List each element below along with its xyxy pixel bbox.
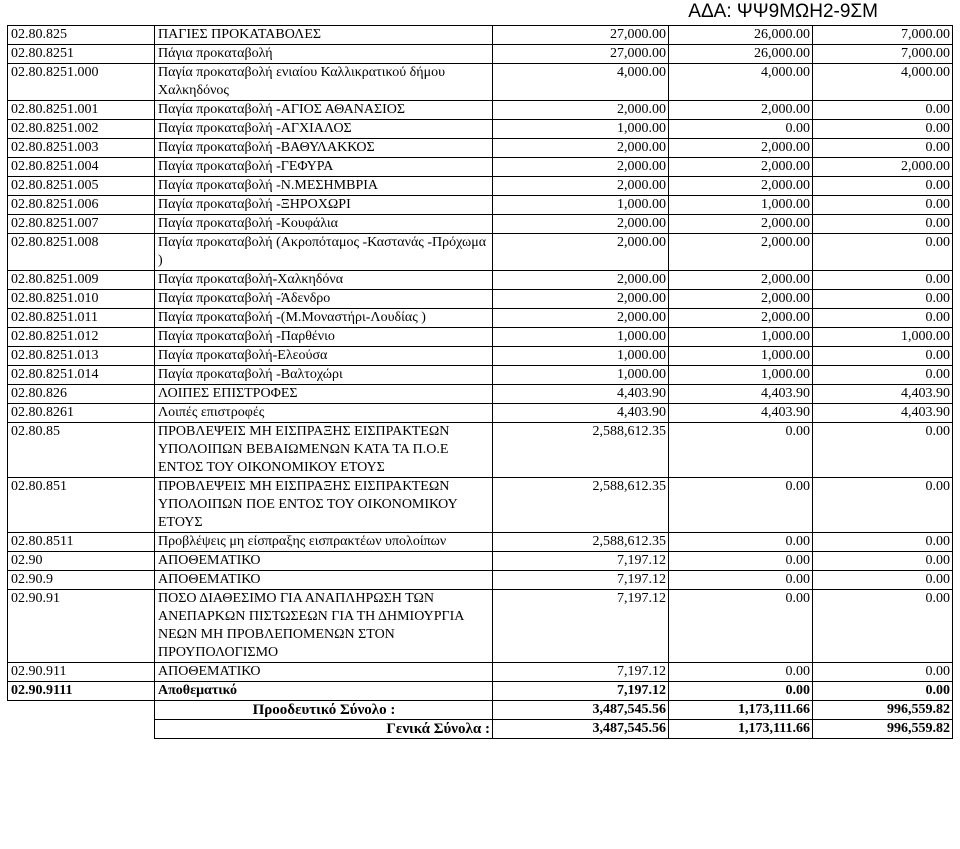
account-code-cell: 02.80.8251 bbox=[8, 45, 155, 64]
amount-col1-cell: 2,000.00 bbox=[493, 271, 669, 290]
table-row bbox=[8, 571, 953, 590]
amount-col3-cell: 0.00 bbox=[813, 571, 953, 590]
amount-col1-cell: 7,197.12 bbox=[493, 663, 669, 682]
amount-col3-cell: 0.00 bbox=[813, 309, 953, 328]
amount-col2-cell: 0.00 bbox=[669, 590, 813, 663]
account-description-cell: Παγία προκαταβολή -ΞΗΡΟΧΩΡΙ bbox=[155, 196, 493, 215]
budget-table bbox=[7, 25, 953, 739]
account-description-cell: Παγία προκαταβολή-Χαλκηδόνα bbox=[155, 271, 493, 290]
account-code-cell: 02.90.911 bbox=[8, 663, 155, 682]
account-code-cell: 02.90.9 bbox=[8, 571, 155, 590]
amount-col3-cell: 0.00 bbox=[813, 552, 953, 571]
amount-col3-cell: 0.00 bbox=[813, 177, 953, 196]
table-row bbox=[8, 347, 953, 366]
amount-col1-cell: 4,000.00 bbox=[493, 64, 669, 101]
amount-col2-cell: 1,000.00 bbox=[669, 347, 813, 366]
amount-col1-cell: 27,000.00 bbox=[493, 26, 669, 45]
general-total-row bbox=[8, 720, 953, 739]
table-row bbox=[8, 196, 953, 215]
amount-col1-cell: 2,000.00 bbox=[493, 101, 669, 120]
amount-col3-cell: 0.00 bbox=[813, 590, 953, 663]
amount-col3-cell: 0.00 bbox=[813, 139, 953, 158]
account-description-cell: Παγία προκαταβολή (Ακροπόταμος -Καστανάς -Πρόχωμα ) bbox=[155, 234, 493, 271]
amount-col1-cell: 7,197.12 bbox=[493, 590, 669, 663]
amount-col1-cell: 7,197.12 bbox=[493, 682, 669, 701]
amount-col2-cell: 0.00 bbox=[669, 478, 813, 533]
amount-col2-cell: 1,000.00 bbox=[669, 328, 813, 347]
account-code-cell: 02.80.8251.004 bbox=[8, 158, 155, 177]
account-description-cell: ΠΑΓΙΕΣ ΠΡΟΚΑΤΑΒΟΛΕΣ bbox=[155, 26, 493, 45]
amount-col2-cell: 2,000.00 bbox=[669, 139, 813, 158]
account-code-cell: 02.90 bbox=[8, 552, 155, 571]
account-code-cell: 02.80.85 bbox=[8, 423, 155, 478]
table-row bbox=[8, 271, 953, 290]
amount-col2-cell: 2,000.00 bbox=[669, 234, 813, 271]
account-description-cell: ΠΟΣΟ ΔΙΑΘΕΣΙΜΟ ΓΙΑ ΑΝΑΠΛΗΡΩΣΗ ΤΩΝ ΑΝΕΠΑΡΚΩΝ ΠΙΣΤΩΣΕΩΝ ΓΙΑ ΤΗ ΔΗΜΙΟΥΡΓΙΑ ΝΕΩΝ ΜΗ ΠΡΟΒΛΕΠΟΜΕΝΩΝ ΣΤΟΝ ΠΡΟΥΠΟΛΟΓΙΣΜΟ bbox=[155, 590, 493, 663]
table-row bbox=[8, 404, 953, 423]
progressive-total-col2: 1,173,111.66 bbox=[669, 701, 813, 720]
account-description-cell: Παγία προκαταβολή -Βαλτοχώρι bbox=[155, 366, 493, 385]
amount-col3-cell: 0.00 bbox=[813, 478, 953, 533]
table-row bbox=[8, 215, 953, 234]
account-description-cell: Παγία προκαταβολή -Παρθένιο bbox=[155, 328, 493, 347]
table-row bbox=[8, 328, 953, 347]
amount-col3-cell: 0.00 bbox=[813, 196, 953, 215]
account-description-cell: Παγία προκαταβολή -ΒΑΘΥΛΑΚΚΟΣ bbox=[155, 139, 493, 158]
amount-col1-cell: 1,000.00 bbox=[493, 366, 669, 385]
table-row bbox=[8, 45, 953, 64]
amount-col1-cell: 2,588,612.35 bbox=[493, 423, 669, 478]
account-code-cell: 02.80.8261 bbox=[8, 404, 155, 423]
amount-col3-cell: 1,000.00 bbox=[813, 328, 953, 347]
amount-col1-cell: 1,000.00 bbox=[493, 120, 669, 139]
amount-col2-cell: 4,403.90 bbox=[669, 404, 813, 423]
amount-col2-cell: 0.00 bbox=[669, 120, 813, 139]
account-description-cell: ΑΠΟΘΕΜΑΤΙΚΟ bbox=[155, 571, 493, 590]
amount-col3-cell: 0.00 bbox=[813, 423, 953, 478]
table-row bbox=[8, 290, 953, 309]
table-row bbox=[8, 552, 953, 571]
account-code-cell: 02.80.8251.005 bbox=[8, 177, 155, 196]
amount-col1-cell: 1,000.00 bbox=[493, 196, 669, 215]
general-total-col1: 3,487,545.56 bbox=[493, 720, 669, 739]
amount-col1-cell: 27,000.00 bbox=[493, 45, 669, 64]
table-row bbox=[8, 309, 953, 328]
amount-col1-cell: 2,588,612.35 bbox=[493, 533, 669, 552]
amount-col2-cell: 2,000.00 bbox=[669, 271, 813, 290]
account-description-cell: Πάγια προκαταβολή bbox=[155, 45, 493, 64]
amount-col3-cell: 0.00 bbox=[813, 101, 953, 120]
account-description-cell: Παγία προκαταβολή-Ελεούσα bbox=[155, 347, 493, 366]
amount-col2-cell: 26,000.00 bbox=[669, 26, 813, 45]
account-description-cell: Παγία προκαταβολή -Ν.ΜΕΣΗΜΒΡΙΑ bbox=[155, 177, 493, 196]
account-description-cell: Λοιπές επιστροφές bbox=[155, 404, 493, 423]
totals-section bbox=[8, 701, 953, 739]
account-code-cell: 02.90.9111 bbox=[8, 682, 155, 701]
table-row bbox=[8, 64, 953, 101]
general-total-col3: 996,559.82 bbox=[813, 720, 953, 739]
account-description-cell: ΠΡΟΒΛΕΨΕΙΣ ΜΗ ΕΙΣΠΡΑΞΗΣ ΕΙΣΠΡΑΚΤΕΩΝ ΥΠΟΛΟΙΠΩΝ ΠΟΕ ΕΝΤΟΣ ΤΟΥ ΟΙΚΟΝΟΜΙΚΟΥ ΕΤΟΥΣ bbox=[155, 478, 493, 533]
amount-col3-cell: 0.00 bbox=[813, 120, 953, 139]
progressive-total-row bbox=[8, 701, 953, 720]
amount-col3-cell: 4,000.00 bbox=[813, 64, 953, 101]
budget-table-body bbox=[8, 26, 953, 701]
table-row bbox=[8, 590, 953, 663]
table-row bbox=[8, 366, 953, 385]
amount-col1-cell: 2,000.00 bbox=[493, 177, 669, 196]
amount-col3-cell: 4,403.90 bbox=[813, 404, 953, 423]
amount-col2-cell: 2,000.00 bbox=[669, 177, 813, 196]
amount-col3-cell: 0.00 bbox=[813, 271, 953, 290]
table-row bbox=[8, 139, 953, 158]
table-row bbox=[8, 120, 953, 139]
amount-col2-cell: 2,000.00 bbox=[669, 215, 813, 234]
general-total-col2: 1,173,111.66 bbox=[669, 720, 813, 739]
amount-col3-cell: 0.00 bbox=[813, 663, 953, 682]
amount-col1-cell: 2,000.00 bbox=[493, 215, 669, 234]
amount-col2-cell: 0.00 bbox=[669, 663, 813, 682]
amount-col2-cell: 0.00 bbox=[669, 533, 813, 552]
table-row bbox=[8, 385, 953, 404]
amount-col2-cell: 1,000.00 bbox=[669, 196, 813, 215]
progressive-total-col3: 996,559.82 bbox=[813, 701, 953, 720]
general-total-label: Γενικά Σύνολα : bbox=[155, 720, 493, 739]
table-row bbox=[8, 533, 953, 552]
table-row bbox=[8, 26, 953, 45]
amount-col1-cell: 2,000.00 bbox=[493, 234, 669, 271]
account-description-cell: Παγία προκαταβολή -(Μ.Μοναστήρι-Λουδίας ) bbox=[155, 309, 493, 328]
account-code-cell: 02.80.8251.011 bbox=[8, 309, 155, 328]
progressive-total-label: Προοδευτικό Σύνολο : bbox=[155, 701, 493, 720]
amount-col2-cell: 0.00 bbox=[669, 571, 813, 590]
amount-col3-cell: 0.00 bbox=[813, 215, 953, 234]
account-code-cell: 02.80.8251.014 bbox=[8, 366, 155, 385]
table-row bbox=[8, 101, 953, 120]
account-description-cell: Παγία προκαταβολή -Άδενδρο bbox=[155, 290, 493, 309]
amount-col1-cell: 7,197.12 bbox=[493, 552, 669, 571]
account-code-cell: 02.80.8251.006 bbox=[8, 196, 155, 215]
account-code-cell: 02.80.851 bbox=[8, 478, 155, 533]
amount-col3-cell: 7,000.00 bbox=[813, 26, 953, 45]
account-description-cell: Προβλέψεις μη είσπραξης εισπρακτέων υπολοίπων bbox=[155, 533, 493, 552]
amount-col3-cell: 0.00 bbox=[813, 366, 953, 385]
account-code-cell: 02.80.8251.013 bbox=[8, 347, 155, 366]
amount-col1-cell: 4,403.90 bbox=[493, 385, 669, 404]
amount-col2-cell: 2,000.00 bbox=[669, 101, 813, 120]
account-code-cell: 02.80.8251.008 bbox=[8, 234, 155, 271]
account-description-cell: Αποθεματικό bbox=[155, 682, 493, 701]
amount-col1-cell: 1,000.00 bbox=[493, 347, 669, 366]
table-row bbox=[8, 234, 953, 271]
amount-col3-cell: 0.00 bbox=[813, 290, 953, 309]
amount-col2-cell: 0.00 bbox=[669, 423, 813, 478]
account-code-cell: 02.80.8251.000 bbox=[8, 64, 155, 101]
account-description-cell: ΛΟΙΠΕΣ ΕΠΙΣΤΡΟΦΕΣ bbox=[155, 385, 493, 404]
account-code-cell: 02.80.8251.003 bbox=[8, 139, 155, 158]
table-row bbox=[8, 663, 953, 682]
amount-col1-cell: 2,000.00 bbox=[493, 309, 669, 328]
amount-col2-cell: 0.00 bbox=[669, 682, 813, 701]
account-description-cell: Παγία προκαταβολή -ΓΕΦΥΡΑ bbox=[155, 158, 493, 177]
amount-col3-cell: 4,403.90 bbox=[813, 385, 953, 404]
amount-col1-cell: 2,000.00 bbox=[493, 139, 669, 158]
table-row bbox=[8, 682, 953, 701]
blank-cell bbox=[8, 720, 155, 739]
account-code-cell: 02.80.8251.012 bbox=[8, 328, 155, 347]
account-description-cell: Παγία προκαταβολή -ΑΓΙΟΣ ΑΘΑΝΑΣΙΟΣ bbox=[155, 101, 493, 120]
account-code-cell: 02.80.8251.002 bbox=[8, 120, 155, 139]
progressive-total-col1: 3,487,545.56 bbox=[493, 701, 669, 720]
table-row bbox=[8, 478, 953, 533]
account-code-cell: 02.90.91 bbox=[8, 590, 155, 663]
amount-col2-cell: 0.00 bbox=[669, 552, 813, 571]
account-code-cell: 02.80.826 bbox=[8, 385, 155, 404]
account-description-cell: ΠΡΟΒΛΕΨΕΙΣ ΜΗ ΕΙΣΠΡΑΞΗΣ ΕΙΣΠΡΑΚΤΕΩΝ ΥΠΟΛΟΙΠΩΝ ΒΕΒΑΙΩΜΕΝΩΝ ΚΑΤΑ ΤΑ Π.Ο.Ε ΕΝΤΟΣ ΤΟΥ ΟΙΚΟΝΟΜΙΚΟΥ ΕΤΟΥΣ bbox=[155, 423, 493, 478]
amount-col2-cell: 26,000.00 bbox=[669, 45, 813, 64]
amount-col1-cell: 2,000.00 bbox=[493, 158, 669, 177]
account-code-cell: 02.80.8251.001 bbox=[8, 101, 155, 120]
ada-identifier: ΑΔΑ: ΨΨ9ΜΩΗ2-9ΣΜ bbox=[688, 1, 878, 22]
amount-col1-cell: 7,197.12 bbox=[493, 571, 669, 590]
table-row bbox=[8, 423, 953, 478]
table-row bbox=[8, 158, 953, 177]
amount-col2-cell: 4,000.00 bbox=[669, 64, 813, 101]
account-code-cell: 02.80.8251.007 bbox=[8, 215, 155, 234]
amount-col3-cell: 7,000.00 bbox=[813, 45, 953, 64]
account-code-cell: 02.80.8511 bbox=[8, 533, 155, 552]
amount-col2-cell: 2,000.00 bbox=[669, 290, 813, 309]
account-code-cell: 02.80.8251.010 bbox=[8, 290, 155, 309]
amount-col3-cell: 0.00 bbox=[813, 234, 953, 271]
amount-col1-cell: 1,000.00 bbox=[493, 328, 669, 347]
amount-col3-cell: 0.00 bbox=[813, 682, 953, 701]
account-description-cell: ΑΠΟΘΕΜΑΤΙΚΟ bbox=[155, 663, 493, 682]
amount-col2-cell: 1,000.00 bbox=[669, 366, 813, 385]
amount-col3-cell: 0.00 bbox=[813, 533, 953, 552]
amount-col2-cell: 2,000.00 bbox=[669, 158, 813, 177]
account-description-cell: ΑΠΟΘΕΜΑΤΙΚΟ bbox=[155, 552, 493, 571]
account-code-cell: 02.80.825 bbox=[8, 26, 155, 45]
table-row bbox=[8, 177, 953, 196]
amount-col1-cell: 4,403.90 bbox=[493, 404, 669, 423]
account-description-cell: Παγία προκαταβολή -ΑΓΧΙΑΛΟΣ bbox=[155, 120, 493, 139]
account-code-cell: 02.80.8251.009 bbox=[8, 271, 155, 290]
amount-col2-cell: 4,403.90 bbox=[669, 385, 813, 404]
blank-cell bbox=[8, 701, 155, 720]
amount-col1-cell: 2,588,612.35 bbox=[493, 478, 669, 533]
amount-col3-cell: 0.00 bbox=[813, 347, 953, 366]
account-description-cell: Παγία προκαταβολή -Κουφάλια bbox=[155, 215, 493, 234]
amount-col3-cell: 2,000.00 bbox=[813, 158, 953, 177]
amount-col2-cell: 2,000.00 bbox=[669, 309, 813, 328]
amount-col1-cell: 2,000.00 bbox=[493, 290, 669, 309]
account-description-cell: Παγία προκαταβολή ενιαίου Καλλικρατικού δήμου Χαλκηδόνος bbox=[155, 64, 493, 101]
